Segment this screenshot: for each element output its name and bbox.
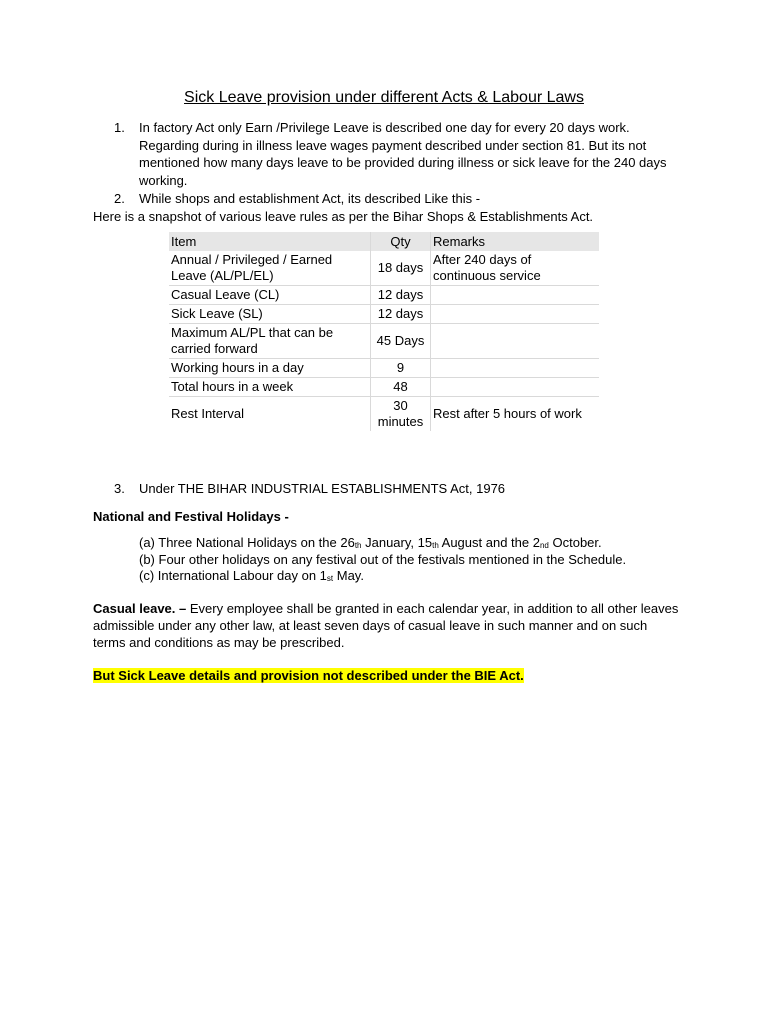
column-header-qty: Qty xyxy=(371,232,431,251)
holiday-line-b: (b) Four other holidays on any festival out of the festivals mentioned in the Schedule. xyxy=(139,552,627,567)
table-row xyxy=(169,324,599,359)
cell-qty: 9 xyxy=(371,359,431,378)
ordinal-suffix: st xyxy=(326,574,334,583)
casual-leave-line-3: terms and conditions as may be prescribed. xyxy=(93,635,345,650)
casual-leave-paragraph xyxy=(93,600,683,651)
list-number: 2. xyxy=(114,191,125,206)
ordinal-suffix: nd xyxy=(539,541,549,550)
leave-rules-table xyxy=(169,232,599,431)
holiday-a-text: October. xyxy=(548,535,602,550)
cell-remarks xyxy=(431,378,600,397)
list-text-line: Under THE BIHAR INDUSTRIAL ESTABLISHMENTS Act, 1976 xyxy=(139,481,506,496)
cell-remarks: After 240 days of continuous service xyxy=(431,251,600,286)
holiday-a-text: August and the 2 xyxy=(438,535,540,550)
list-text-line: mentioned how many days leave to be provided during illness or sick leave for the 240 days xyxy=(139,155,667,170)
holiday-a-text: (a) Three National Holidays on the 26 xyxy=(139,535,355,550)
cell-qty: 48 xyxy=(371,378,431,397)
cell-qty: 18 days xyxy=(371,251,431,286)
casual-leave-line-1 xyxy=(93,600,683,617)
table-row xyxy=(169,359,599,378)
cell-remarks xyxy=(431,324,600,359)
cell-remarks xyxy=(431,305,600,324)
cell-remarks: Rest after 5 hours of work xyxy=(433,406,582,421)
cell-remarks xyxy=(431,286,600,305)
list-text-line: working. xyxy=(139,172,188,188)
table-row xyxy=(169,397,599,432)
cell-remarks xyxy=(431,359,600,378)
holiday-c-text: May. xyxy=(333,568,364,583)
cell-item: Total hours in a week xyxy=(169,378,371,397)
holiday-line-c xyxy=(139,568,699,588)
ordinal-suffix: th xyxy=(354,541,362,550)
list-item-2 xyxy=(114,190,674,208)
page-title: Sick Leave provision under different Acts & Labour Laws xyxy=(184,89,584,106)
holiday-c-text: (c) International Labour day on 1 xyxy=(139,568,327,583)
holidays-heading: National and Festival Holidays - xyxy=(93,509,289,524)
casual-leave-label: Casual leave. – xyxy=(93,601,187,616)
column-header-item: Item xyxy=(169,232,371,251)
list-text-line: In factory Act only Earn /Privilege Leave is described one day for every 20 days work. xyxy=(139,120,630,135)
cell-item: Sick Leave (SL) xyxy=(169,305,371,324)
cell-item: Casual Leave (CL) xyxy=(169,286,371,305)
highlighted-text: But Sick Leave details and provision not described under the BIE Act. xyxy=(93,668,524,683)
cell-qty: 12 days xyxy=(371,286,431,305)
table-header-row xyxy=(169,232,599,251)
ordinal-suffix: th xyxy=(432,541,439,550)
cell-item: Annual / Privileged / Earned Leave (AL/PL/EL) xyxy=(169,251,371,286)
list-text-line: While shops and establishment Act, its described Like this - xyxy=(139,191,481,206)
cell-qty: 45 Days xyxy=(371,324,431,359)
table-row xyxy=(169,305,599,324)
highlight-note xyxy=(93,667,683,684)
cell-qty: 30 minutes xyxy=(371,397,431,432)
cell-item: Maximum AL/PL that can be carried forward xyxy=(169,324,371,359)
table-row xyxy=(169,251,599,286)
holiday-a-text: January, 15 xyxy=(361,535,433,550)
cell-qty: 12 days xyxy=(371,305,431,324)
list-number: 1. xyxy=(114,120,125,135)
snapshot-intro: Here is a snapshot of various leave rules as per the Bihar Shops & Establishments Act. xyxy=(93,209,594,224)
cell-item: Working hours in a day xyxy=(169,359,371,378)
list-item-1 xyxy=(114,119,674,189)
casual-leave-line-2: admissible under any other law, at least seven days of casual leave in such manner and on such xyxy=(93,618,648,633)
list-number: 3. xyxy=(114,481,125,496)
cell-item: Rest Interval xyxy=(171,406,244,421)
table-row xyxy=(169,286,599,305)
casual-leave-text: Every employee shall be granted in each calendar year, in addition to all other leaves xyxy=(186,601,679,616)
list-text-line: Regarding during in illness leave wages payment described under section 81. But its not xyxy=(139,137,647,153)
table-row xyxy=(169,378,599,397)
column-header-remarks: Remarks xyxy=(431,232,600,251)
list-item-3 xyxy=(114,480,674,498)
